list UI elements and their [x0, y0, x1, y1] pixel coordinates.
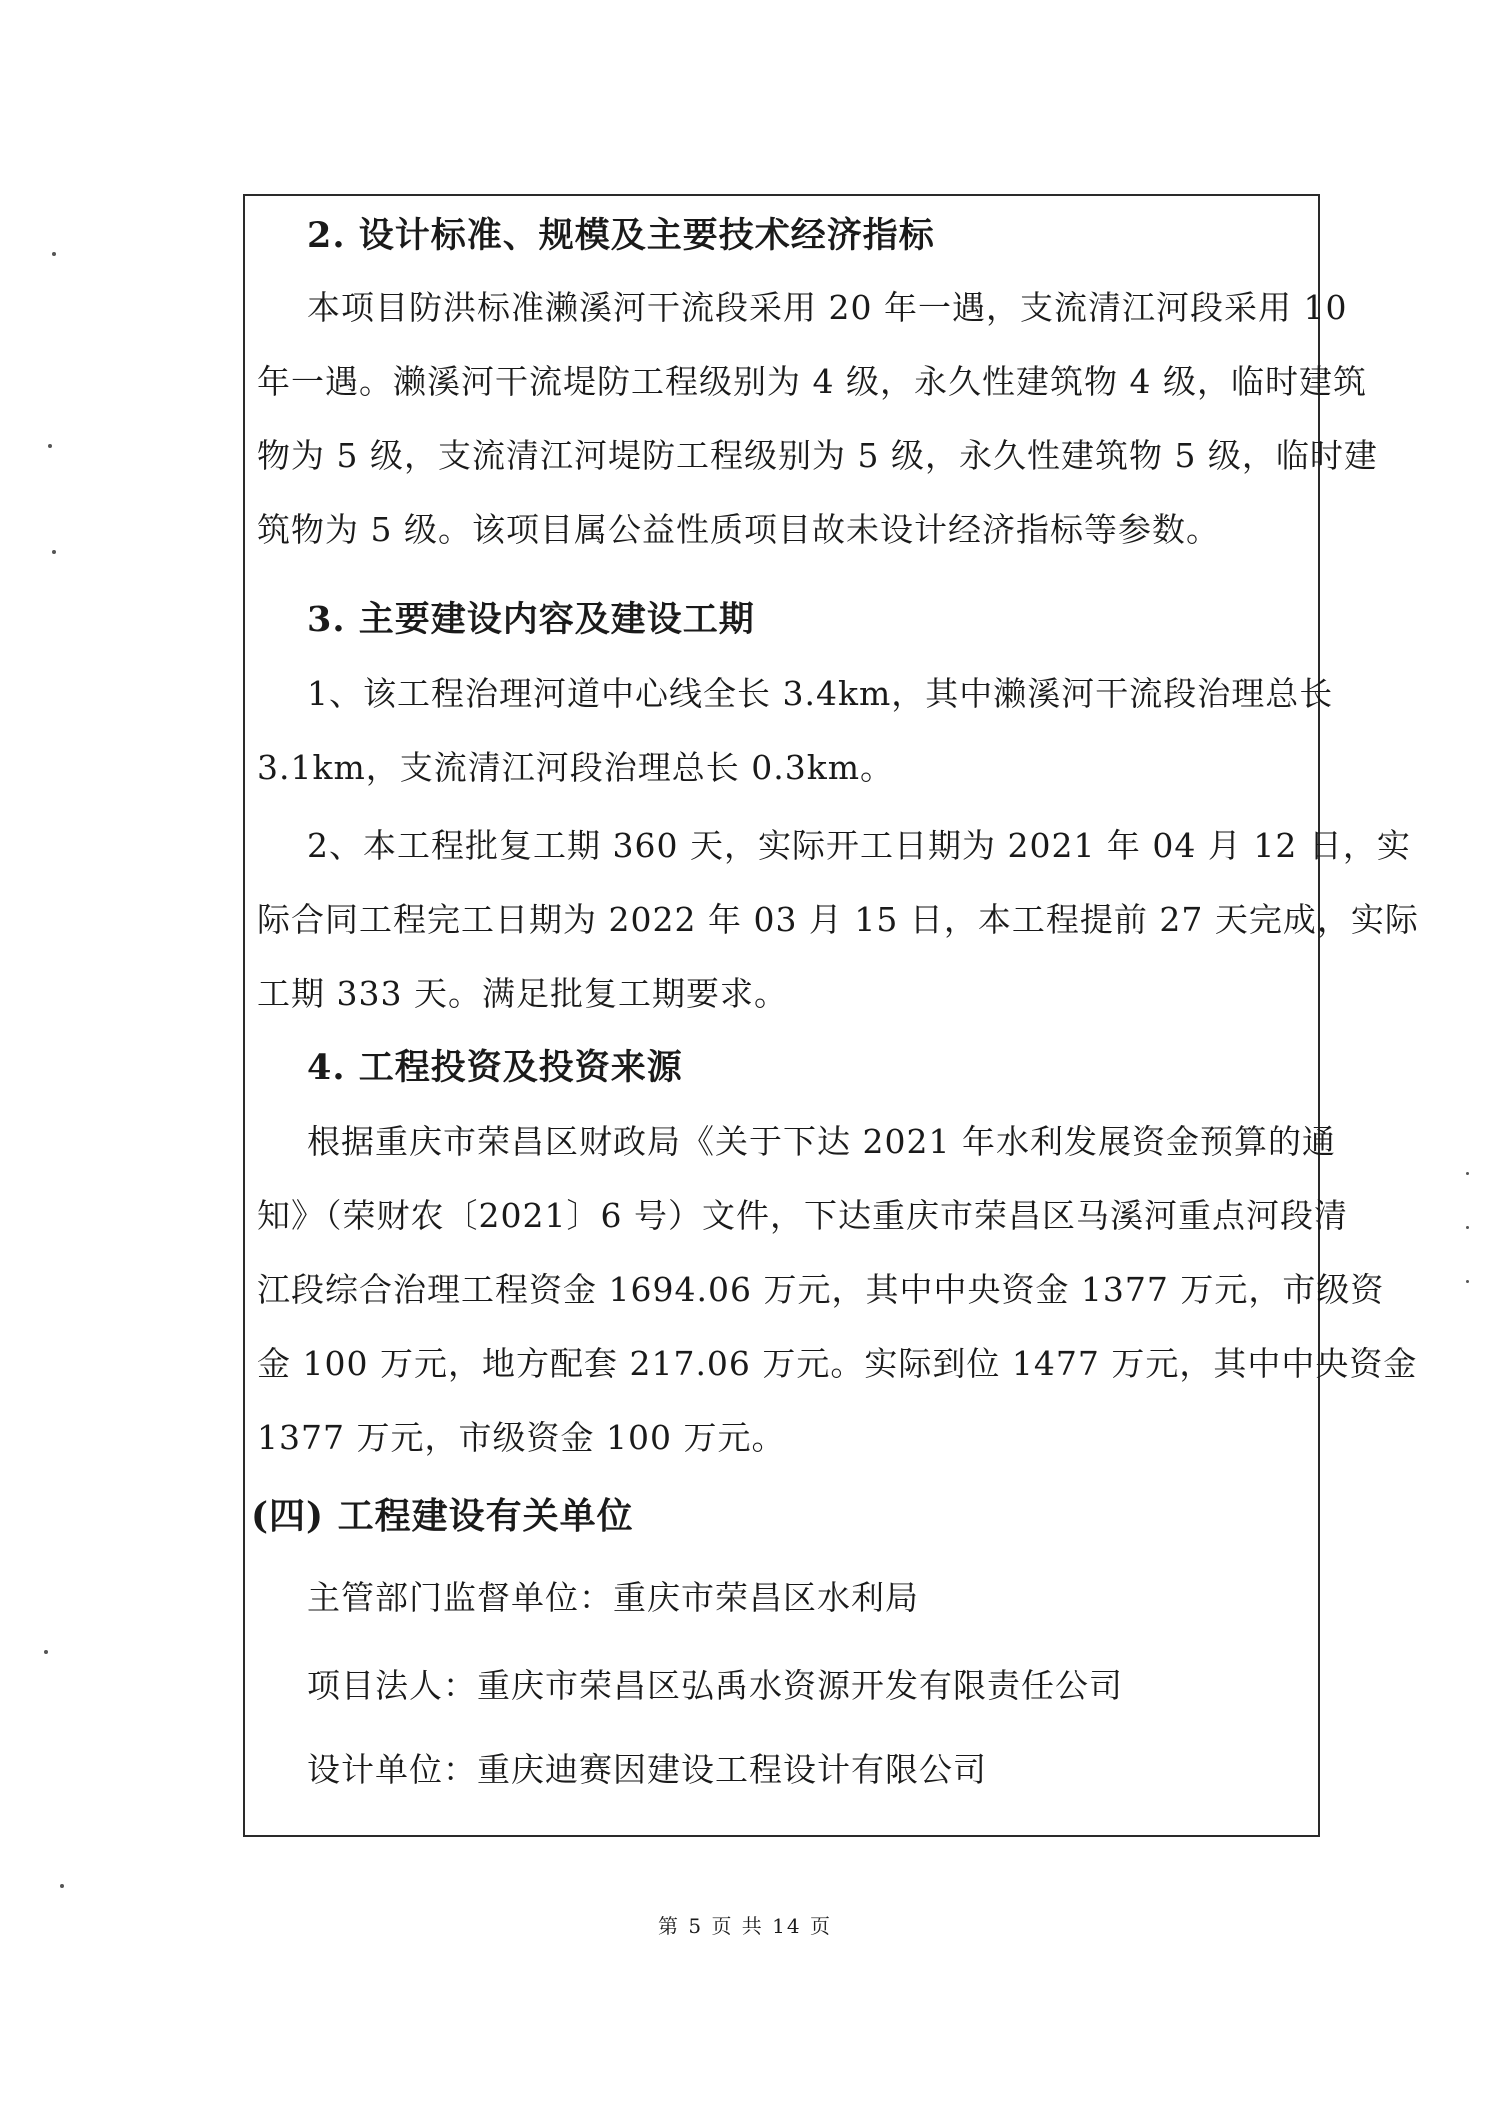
paragraph-line: 3.1km，支流清江河段治理总长 0.3km。: [257, 748, 895, 787]
paragraph-line: 江段综合治理工程资金 1694.06 万元，其中中央资金 1377 万元，市级资: [257, 1270, 1385, 1309]
scan-speck: [44, 1650, 48, 1654]
paragraph-line: 根据重庆市荣昌区财政局《关于下达 2021 年水利发展资金预算的通: [307, 1122, 1336, 1161]
paragraph-line: 1、该工程治理河道中心线全长 3.4km，其中濑溪河干流段治理总长: [307, 674, 1334, 713]
content-frame: [243, 194, 1419, 1837]
scan-speck: [52, 550, 56, 554]
unit-line: 主管部门监督单位：重庆市荣昌区水利局: [307, 1578, 919, 1617]
scan-speck: [60, 1884, 64, 1888]
paragraph-line: 知》（荣财农〔2021〕6 号）文件，下达重庆市荣昌区马溪河重点河段清: [257, 1196, 1348, 1235]
paragraph-line: 工期 333 天。满足批复工期要求。: [257, 974, 788, 1013]
paragraph-line: 物为 5 级，支流清江河堤防工程级别为 5 级，永久性建筑物 5 级，临时建: [257, 436, 1378, 475]
heading-design-standards: 2. 设计标准、规模及主要技术经济指标: [307, 215, 935, 256]
unit-line: 设计单位：重庆迪赛因建设工程设计有限公司: [307, 1750, 987, 1789]
paragraph-line: 金 100 万元，地方配套 217.06 万元。实际到位 1477 万元，其中中央资金: [257, 1344, 1418, 1383]
scan-speck: [52, 252, 56, 256]
paragraph-line: 筑物为 5 级。该项目属公益性质项目故未设计经济指标等参数。: [257, 510, 1220, 549]
unit-line: 项目法人：重庆市荣昌区弘禹水资源开发有限责任公司: [307, 1666, 1123, 1705]
paragraph-line: 2、本工程批复工期 360 天，实际开工日期为 2021 年 04 月 12 日，实: [307, 826, 1411, 865]
scan-speck: [1466, 1280, 1469, 1283]
paragraph-line: 1377 万元，市级资金 100 万元。: [257, 1418, 786, 1457]
paragraph-line: 年一遇。濑溪河干流堤防工程级别为 4 级，永久性建筑物 4 级，临时建筑: [257, 362, 1367, 401]
paragraph-line: 际合同工程完工日期为 2022 年 03 月 15 日，本工程提前 27 天完成，实际: [257, 900, 1419, 939]
heading-construction-content: 3. 主要建设内容及建设工期: [307, 599, 755, 640]
scan-speck: [1466, 1226, 1469, 1229]
scan-speck: [1466, 1172, 1469, 1175]
paragraph-line: 本项目防洪标准濑溪河干流段采用 20 年一遇，支流清江河段采用 10: [307, 288, 1348, 327]
section-heading-units: (四) 工程建设有关单位: [251, 1495, 634, 1537]
heading-investment: 4. 工程投资及投资来源: [307, 1047, 683, 1088]
scan-speck: [48, 444, 52, 448]
page-number: 第 5 页 共 14 页: [658, 1914, 832, 1938]
